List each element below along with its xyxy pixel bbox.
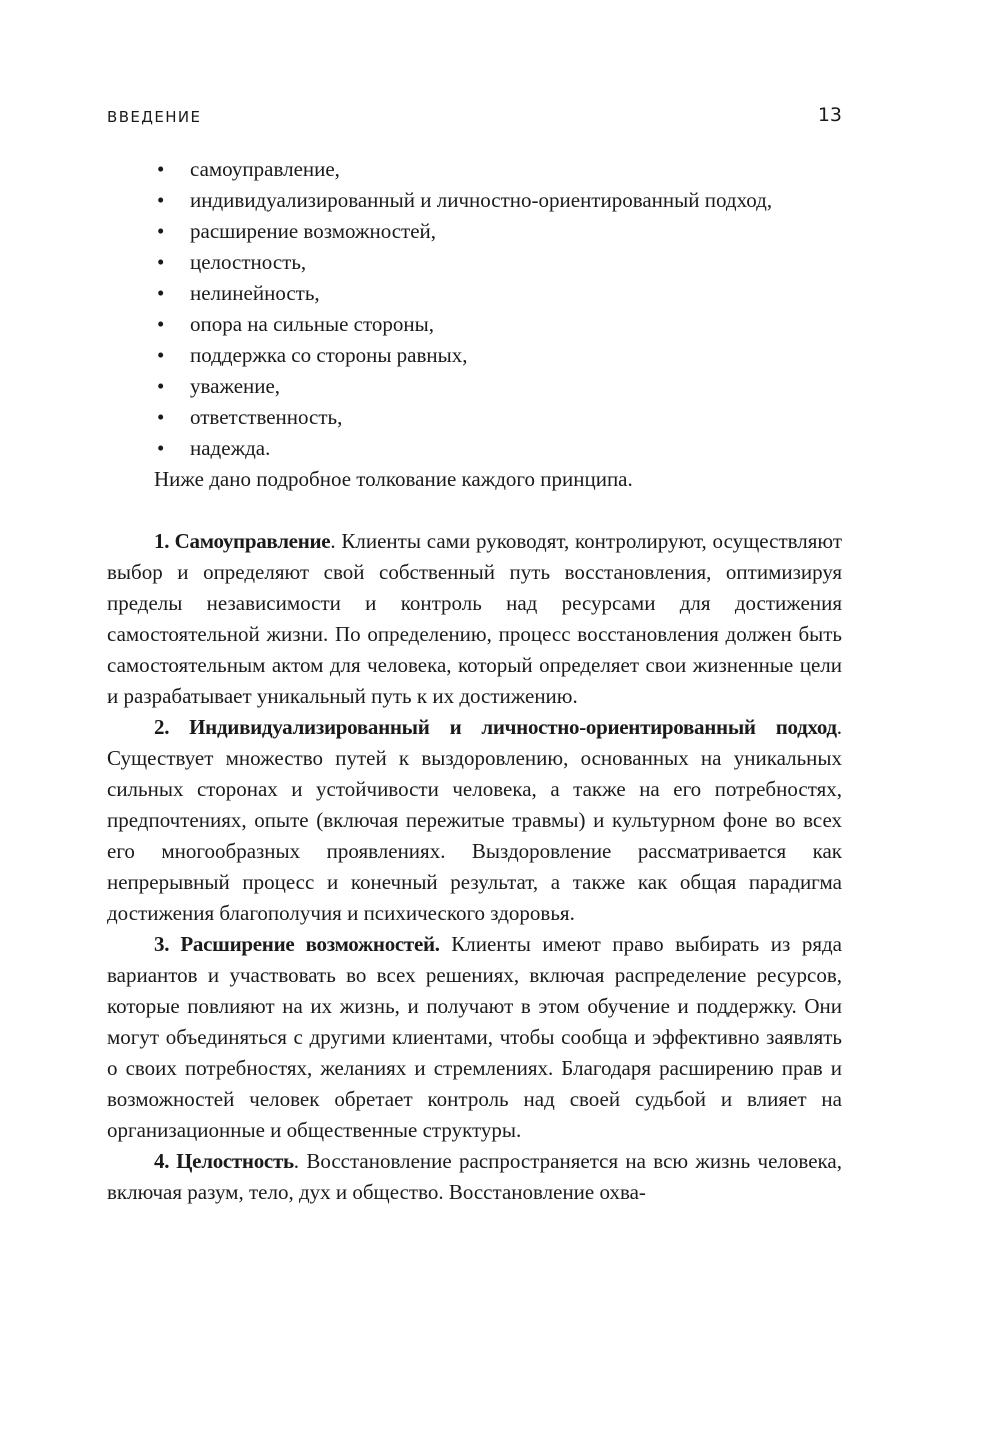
list-item-text: самоуправление, [190, 157, 340, 181]
list-item-text: индивидуализированный и личностно-ориентированный подход, [190, 188, 773, 212]
principle-text: . Существует множество путей к выздоровлению, основанных на уникальных сильных сторонах и устойчивости человека, а также на его потребностях, предпочтениях, опыте (включая пережитые травмы) и культурном фоне во всех его многообразных проявлениях. Выздоровление рассматривается как непрерывный процесс и конечный результат, а также как общая парадигма достижения благополучия и психического здоровья. [107, 715, 842, 925]
page-number: 13 [817, 104, 842, 126]
list-item-text: надежда. [190, 436, 271, 460]
intro-sentence: Ниже дано подробное толкование каждого принципа. [154, 467, 633, 491]
page-body [107, 154, 842, 1208]
list-item [107, 216, 842, 247]
list-item-text: уважение, [190, 374, 281, 398]
list-item [107, 185, 842, 216]
principle-text: . Клиенты сами руководят, контролируют, осуществляют выбор и определяют свой собственный путь восстановления, оптимизируя пределы независимости и контроль над ресурсами для достижения самостоятельной жизни. По определению, процесс восстановления должен быть самостоятельным актом для человека, который определяет свои жизненные цели и разрабатывает уникальный путь к их достижению. [107, 529, 842, 708]
bullet-icon: • [157, 250, 165, 274]
bullet-icon: • [157, 219, 165, 243]
bullet-icon: • [157, 312, 165, 336]
list-item-text: поддержка со стороны равных, [190, 343, 468, 367]
list-item [107, 154, 842, 185]
principle-term: 3. Расширение возможностей. [154, 932, 440, 956]
list-item-text: расширение возможностей, [190, 219, 437, 243]
principle-text: . Восстановление распространяется на всю жизнь человека, включая разум, тело, дух и общество. Восстановление охва- [107, 1149, 842, 1204]
principle-paragraph-3 [107, 929, 842, 1146]
running-head: ВВЕДЕНИЕ [107, 108, 202, 126]
principle-term: 4. Целостность [154, 1149, 294, 1173]
list-item-text: ответственность, [190, 405, 343, 429]
principles-bullet-list [107, 154, 842, 464]
bullet-icon: • [157, 374, 165, 398]
principle-paragraph-1 [107, 526, 842, 712]
bullet-icon: • [157, 157, 165, 181]
bullet-icon: • [157, 188, 165, 212]
list-item [107, 278, 842, 309]
principle-term: 1. Самоуправление [154, 529, 331, 553]
list-item [107, 340, 842, 371]
list-item-text: нелинейность, [190, 281, 320, 305]
section-gap [107, 495, 842, 526]
principle-paragraph-4 [107, 1146, 842, 1208]
principle-text: Клиенты имеют право выбирать из ряда вариантов и участвовать во всех решениях, включая распределение ресурсов, которые повлияют на их жизнь, и получают в этом обучение и поддержку. Они могут объединяться с другими клиентами, чтобы сообща и эффективно заявлять о своих потребностях, желаниях и стремлениях. Благодаря расширению прав и возможностей человек обретает контроль над своей судьбой и влияет на организационные и общественные структуры. [107, 932, 842, 1142]
principle-paragraph-2 [107, 712, 842, 929]
list-item [107, 309, 842, 340]
list-item [107, 247, 842, 278]
bullet-icon: • [157, 281, 165, 305]
list-item-text: опора на сильные стороны, [190, 312, 434, 336]
bullet-icon: • [157, 405, 165, 429]
list-item-text: целостность, [190, 250, 307, 274]
list-item [107, 433, 842, 464]
list-item [107, 402, 842, 433]
list-item [107, 371, 842, 402]
bullet-icon: • [157, 343, 165, 367]
principle-term: 2. Индивидуализированный и личностно-ориентированный подход [154, 715, 837, 739]
bullet-icon: • [157, 436, 165, 460]
